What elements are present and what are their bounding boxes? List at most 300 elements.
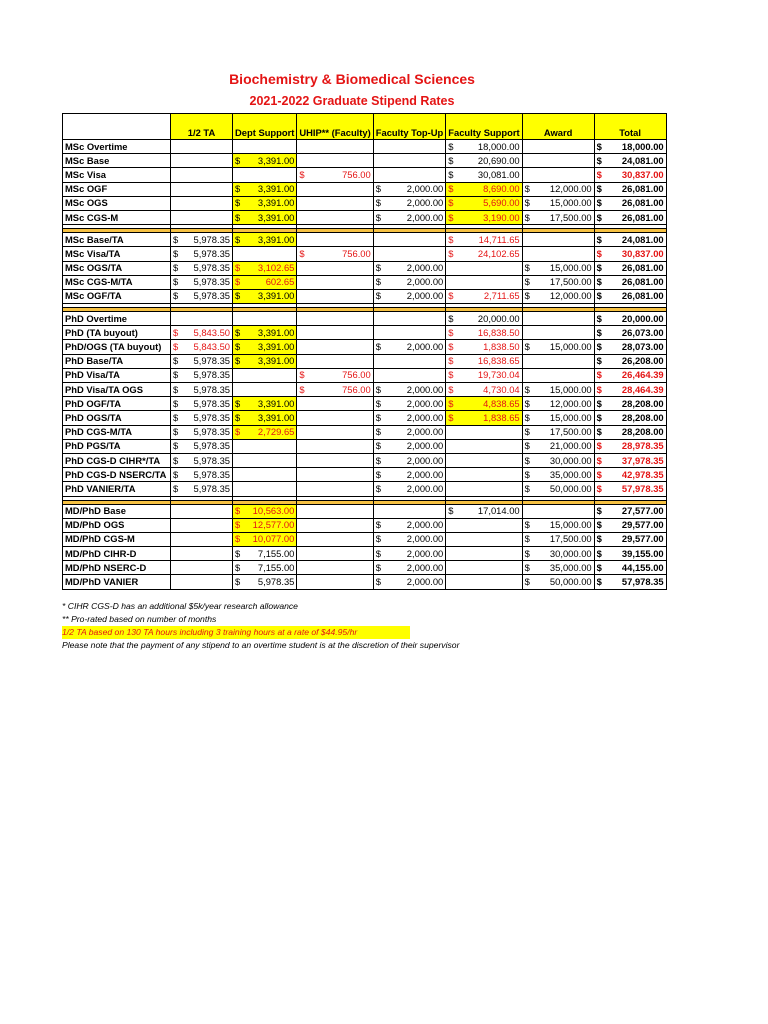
amount: 17,500.00 — [549, 426, 592, 438]
amount: 19,730.04 — [477, 369, 520, 381]
table-cell — [373, 575, 446, 589]
table-cell — [297, 532, 373, 546]
row-label: MD/PhD NSERC-D — [63, 561, 171, 575]
table-row — [63, 326, 667, 340]
amount: 2,000.00 — [406, 454, 444, 466]
currency-sign: $ — [299, 247, 305, 259]
amount: 3,391.00 — [257, 290, 295, 302]
row-label: PhD CGS-D CIHR*/TA — [63, 453, 171, 467]
table-cell — [233, 468, 297, 482]
amount: 2,000.00 — [406, 576, 444, 588]
table-cell — [373, 154, 446, 168]
table-cell — [522, 504, 594, 518]
currency-sign: $ — [596, 211, 602, 223]
currency-sign: $ — [524, 454, 530, 466]
currency-sign: $ — [235, 547, 241, 559]
table-cell — [233, 397, 297, 411]
table-cell — [297, 425, 373, 439]
table-cell — [594, 368, 666, 382]
table-cell — [373, 326, 446, 340]
table-cell — [446, 233, 522, 247]
currency-sign: $ — [375, 183, 381, 195]
footnote-cihr: * CIHR CGS-D has an additional $5k/year research allowance — [62, 601, 298, 611]
table-cell — [171, 340, 233, 354]
table-cell — [446, 383, 522, 397]
amount: 39,155.00 — [621, 547, 664, 559]
row-label: PhD (TA buyout) — [63, 326, 171, 340]
amount: 37,978.35 — [621, 454, 664, 466]
amount: 2,711.65 — [483, 290, 520, 302]
table-cell — [171, 233, 233, 247]
table-cell — [171, 439, 233, 453]
amount: 28,978.35 — [621, 440, 664, 452]
amount: 20,690.00 — [477, 154, 520, 166]
currency-sign: $ — [375, 211, 381, 223]
amount: 15,000.00 — [549, 262, 592, 274]
amount: 20,000.00 — [477, 312, 520, 324]
stipend-table — [62, 113, 667, 590]
table-cell — [594, 453, 666, 467]
currency-sign: $ — [375, 341, 381, 353]
table-cell — [373, 397, 446, 411]
table-cell — [233, 182, 297, 196]
column-header — [63, 114, 171, 140]
table-cell — [594, 196, 666, 210]
table-cell — [171, 261, 233, 275]
table-row — [63, 368, 667, 382]
table-row — [63, 518, 667, 532]
table-cell — [171, 547, 233, 561]
row-label: PhD Overtime — [63, 312, 171, 326]
currency-sign: $ — [524, 440, 530, 452]
currency-sign: $ — [596, 276, 602, 288]
table-cell — [233, 547, 297, 561]
row-label: PhD OGS/TA — [63, 411, 171, 425]
table-cell — [297, 468, 373, 482]
currency-sign: $ — [448, 341, 454, 353]
table-cell — [233, 561, 297, 575]
table-cell — [446, 140, 522, 154]
amount: 24,102.65 — [477, 247, 520, 259]
amount: 12,577.00 — [252, 519, 295, 531]
amount: 7,155.00 — [257, 561, 295, 573]
table-cell — [373, 425, 446, 439]
amount: 12,000.00 — [549, 183, 592, 195]
currency-sign: $ — [448, 369, 454, 381]
currency-sign: $ — [596, 168, 602, 180]
currency-sign: $ — [375, 454, 381, 466]
amount: 57,978.35 — [621, 576, 664, 588]
amount: 26,081.00 — [621, 197, 664, 209]
table-cell — [373, 247, 446, 261]
amount: 26,208.00 — [621, 355, 664, 367]
table-cell — [446, 210, 522, 224]
row-label: PhD Visa/TA — [63, 368, 171, 382]
currency-sign: $ — [596, 440, 602, 452]
currency-sign: $ — [596, 533, 602, 545]
table-cell — [446, 196, 522, 210]
table-cell — [594, 261, 666, 275]
currency-sign: $ — [173, 247, 179, 259]
table-cell — [594, 247, 666, 261]
table-cell — [373, 261, 446, 275]
table-cell — [297, 182, 373, 196]
amount: 3,391.00 — [257, 326, 295, 338]
currency-sign: $ — [375, 290, 381, 302]
table-cell — [446, 354, 522, 368]
table-cell — [297, 575, 373, 589]
table-cell — [594, 154, 666, 168]
table-cell — [171, 411, 233, 425]
table-cell — [233, 354, 297, 368]
table-cell — [233, 340, 297, 354]
table-cell — [522, 368, 594, 382]
row-label: PhD VANIER/TA — [63, 482, 171, 496]
currency-sign: $ — [448, 168, 454, 180]
amount: 10,563.00 — [252, 505, 295, 517]
amount: 5,978.35 — [193, 482, 230, 494]
row-label: PhD PGS/TA — [63, 439, 171, 453]
currency-sign: $ — [524, 561, 530, 573]
table-cell — [297, 368, 373, 382]
currency-sign: $ — [375, 262, 381, 274]
currency-sign: $ — [235, 411, 241, 423]
table-cell — [522, 196, 594, 210]
table-cell — [446, 340, 522, 354]
table-cell — [233, 196, 297, 210]
table-cell — [373, 140, 446, 154]
currency-sign: $ — [235, 533, 241, 545]
currency-sign: $ — [448, 411, 454, 423]
table-cell — [522, 532, 594, 546]
currency-sign: $ — [596, 468, 602, 480]
amount: 5,978.35 — [193, 290, 230, 302]
currency-sign: $ — [299, 369, 305, 381]
table-cell — [594, 411, 666, 425]
amount: 7,155.00 — [257, 547, 295, 559]
currency-sign: $ — [448, 383, 454, 395]
currency-sign: $ — [173, 383, 179, 395]
table-cell — [594, 425, 666, 439]
currency-sign: $ — [235, 519, 241, 531]
table-cell — [594, 354, 666, 368]
currency-sign: $ — [524, 341, 530, 353]
row-label: PhD Visa/TA OGS — [63, 383, 171, 397]
table-row — [63, 482, 667, 496]
amount: 2,000.00 — [406, 262, 444, 274]
amount: 28,208.00 — [621, 411, 664, 423]
currency-sign: $ — [173, 482, 179, 494]
table-row — [63, 468, 667, 482]
amount: 5,978.35 — [193, 355, 230, 367]
amount: 602.65 — [265, 276, 295, 288]
currency-sign: $ — [524, 262, 530, 274]
currency-sign: $ — [375, 197, 381, 209]
currency-sign: $ — [448, 312, 454, 324]
amount: 27,577.00 — [621, 505, 664, 517]
table-cell — [522, 247, 594, 261]
currency-sign: $ — [235, 262, 241, 274]
amount: 15,000.00 — [549, 519, 592, 531]
table-cell — [522, 354, 594, 368]
amount: 3,391.00 — [257, 341, 295, 353]
table-cell — [594, 532, 666, 546]
table-cell — [522, 383, 594, 397]
table-cell — [594, 439, 666, 453]
amount: 5,978.35 — [193, 247, 230, 259]
amount: 3,391.00 — [257, 154, 295, 166]
table-cell — [297, 383, 373, 397]
amount: 4,730.04 — [483, 383, 520, 395]
footnote-uhip: ** Pro-rated based on number of months — [62, 614, 217, 624]
amount: 5,978.35 — [193, 468, 230, 480]
amount: 5,843.50 — [193, 326, 230, 338]
currency-sign: $ — [596, 326, 602, 338]
amount: 5,978.35 — [257, 576, 295, 588]
amount: 15,000.00 — [549, 341, 592, 353]
table-cell — [446, 504, 522, 518]
table-cell — [522, 411, 594, 425]
amount: 14,711.65 — [478, 233, 520, 245]
currency-sign: $ — [173, 276, 179, 288]
currency-sign: $ — [299, 383, 305, 395]
table-cell — [373, 354, 446, 368]
amount: 50,000.00 — [549, 482, 592, 494]
amount: 10,077.00 — [252, 533, 295, 545]
table-cell — [373, 482, 446, 496]
table-cell — [233, 368, 297, 382]
table-cell — [171, 468, 233, 482]
currency-sign: $ — [596, 397, 602, 409]
currency-sign: $ — [173, 426, 179, 438]
table-cell — [446, 439, 522, 453]
table-cell — [233, 326, 297, 340]
table-cell — [522, 140, 594, 154]
currency-sign: $ — [596, 547, 602, 559]
column-header: Total — [594, 114, 666, 140]
amount: 50,000.00 — [549, 576, 592, 588]
amount: 2,000.00 — [406, 197, 444, 209]
table-cell — [233, 453, 297, 467]
amount: 1,838.65 — [483, 411, 520, 423]
currency-sign: $ — [173, 355, 179, 367]
currency-sign: $ — [596, 454, 602, 466]
currency-sign: $ — [235, 211, 241, 223]
row-label: MSc CGS-M — [63, 210, 171, 224]
table-row — [63, 289, 667, 303]
table-cell — [297, 154, 373, 168]
currency-sign: $ — [375, 426, 381, 438]
amount: 17,500.00 — [549, 533, 592, 545]
table-cell — [373, 182, 446, 196]
amount: 2,000.00 — [406, 341, 444, 353]
table-cell — [373, 439, 446, 453]
table-cell — [171, 397, 233, 411]
table-cell — [171, 383, 233, 397]
table-cell — [171, 425, 233, 439]
table-cell — [171, 312, 233, 326]
table-cell — [233, 383, 297, 397]
table-cell — [297, 547, 373, 561]
currency-sign: $ — [524, 211, 530, 223]
amount: 15,000.00 — [549, 383, 592, 395]
table-cell — [233, 425, 297, 439]
currency-sign: $ — [448, 183, 454, 195]
currency-sign: $ — [173, 468, 179, 480]
amount: 30,000.00 — [549, 454, 592, 466]
amount: 2,000.00 — [406, 211, 444, 223]
currency-sign: $ — [524, 576, 530, 588]
table-cell — [373, 196, 446, 210]
amount: 756.00 — [342, 383, 371, 395]
table-cell — [522, 289, 594, 303]
table-cell — [446, 326, 522, 340]
amount: 26,081.00 — [621, 262, 664, 274]
table-cell — [297, 453, 373, 467]
table-cell — [522, 518, 594, 532]
amount: 12,000.00 — [549, 290, 592, 302]
table-cell — [171, 182, 233, 196]
table-cell — [594, 233, 666, 247]
table-cell — [522, 439, 594, 453]
amount: 17,500.00 — [549, 211, 592, 223]
amount: 17,014.00 — [477, 505, 520, 517]
table-cell — [233, 532, 297, 546]
table-cell — [171, 504, 233, 518]
currency-sign: $ — [448, 247, 454, 259]
table-cell — [171, 575, 233, 589]
amount: 756.00 — [342, 247, 371, 259]
table-cell — [373, 547, 446, 561]
table-cell — [171, 482, 233, 496]
currency-sign: $ — [524, 276, 530, 288]
table-cell — [522, 547, 594, 561]
amount: 2,000.00 — [406, 290, 444, 302]
table-row — [63, 233, 667, 247]
row-label: MSc OGS/TA — [63, 261, 171, 275]
table-cell — [171, 532, 233, 546]
row-label: PhD Base/TA — [63, 354, 171, 368]
currency-sign: $ — [448, 290, 454, 302]
table-cell — [233, 275, 297, 289]
row-label: MSc Overtime — [63, 140, 171, 154]
table-row — [63, 411, 667, 425]
amount: 30,837.00 — [621, 168, 664, 180]
currency-sign: $ — [375, 276, 381, 288]
currency-sign: $ — [524, 197, 530, 209]
table-cell — [297, 482, 373, 496]
table-cell — [594, 397, 666, 411]
table-cell — [446, 247, 522, 261]
currency-sign: $ — [448, 197, 454, 209]
currency-sign: $ — [596, 290, 602, 302]
amount: 26,464.39 — [621, 369, 664, 381]
column-header: UHIP** (Faculty) — [297, 114, 373, 140]
table-cell — [446, 425, 522, 439]
table-row — [63, 397, 667, 411]
table-cell — [373, 411, 446, 425]
table-row — [63, 210, 667, 224]
amount: 15,000.00 — [549, 411, 592, 423]
table-cell — [594, 210, 666, 224]
row-label: MD/PhD CGS-M — [63, 532, 171, 546]
table-cell — [594, 289, 666, 303]
table-row — [63, 261, 667, 275]
amount: 2,729.65 — [257, 426, 295, 438]
table-row — [63, 504, 667, 518]
amount: 5,978.35 — [193, 440, 230, 452]
table-cell — [522, 468, 594, 482]
row-label: PhD CGS-D NSERC/TA — [63, 468, 171, 482]
currency-sign: $ — [173, 454, 179, 466]
column-header: Faculty Top-Up — [373, 114, 446, 140]
amount: 2,000.00 — [406, 440, 444, 452]
currency-sign: $ — [596, 154, 602, 166]
currency-sign: $ — [235, 576, 241, 588]
table-cell — [594, 326, 666, 340]
amount: 5,843.50 — [193, 341, 230, 353]
currency-sign: $ — [173, 369, 179, 381]
currency-sign: $ — [375, 397, 381, 409]
currency-sign: $ — [596, 140, 602, 152]
currency-sign: $ — [524, 383, 530, 395]
table-cell — [297, 247, 373, 261]
currency-sign: $ — [448, 505, 454, 517]
table-cell — [373, 210, 446, 224]
amount: 26,081.00 — [621, 211, 664, 223]
table-row — [63, 312, 667, 326]
table-cell — [522, 233, 594, 247]
currency-sign: $ — [524, 183, 530, 195]
currency-sign: $ — [596, 341, 602, 353]
table-cell — [446, 561, 522, 575]
table-cell — [446, 532, 522, 546]
table-row — [63, 140, 667, 154]
table-cell — [446, 575, 522, 589]
amount: 28,464.39 — [621, 383, 664, 395]
table-cell — [233, 518, 297, 532]
amount: 16,838.50 — [477, 326, 520, 338]
table-cell — [171, 453, 233, 467]
amount: 29,577.00 — [621, 533, 664, 545]
amount: 5,978.35 — [193, 233, 230, 245]
table-cell — [233, 154, 297, 168]
table-cell — [446, 312, 522, 326]
currency-sign: $ — [235, 197, 241, 209]
amount: 26,081.00 — [621, 290, 664, 302]
table-cell — [522, 425, 594, 439]
column-header: Faculty Support — [446, 114, 522, 140]
row-label: MSc Base/TA — [63, 233, 171, 247]
amount: 2,000.00 — [406, 561, 444, 573]
table-cell — [233, 575, 297, 589]
currency-sign: $ — [235, 276, 241, 288]
currency-sign: $ — [448, 140, 454, 152]
table-cell — [446, 397, 522, 411]
amount: 5,978.35 — [193, 262, 230, 274]
footnotes — [62, 600, 459, 652]
amount: 26,081.00 — [621, 276, 664, 288]
table-cell — [297, 289, 373, 303]
amount: 3,391.00 — [257, 183, 295, 195]
table-cell — [522, 154, 594, 168]
currency-sign: $ — [448, 211, 454, 223]
currency-sign: $ — [524, 468, 530, 480]
table-cell — [373, 532, 446, 546]
table-cell — [373, 168, 446, 182]
table-cell — [373, 340, 446, 354]
amount: 5,978.35 — [193, 397, 230, 409]
